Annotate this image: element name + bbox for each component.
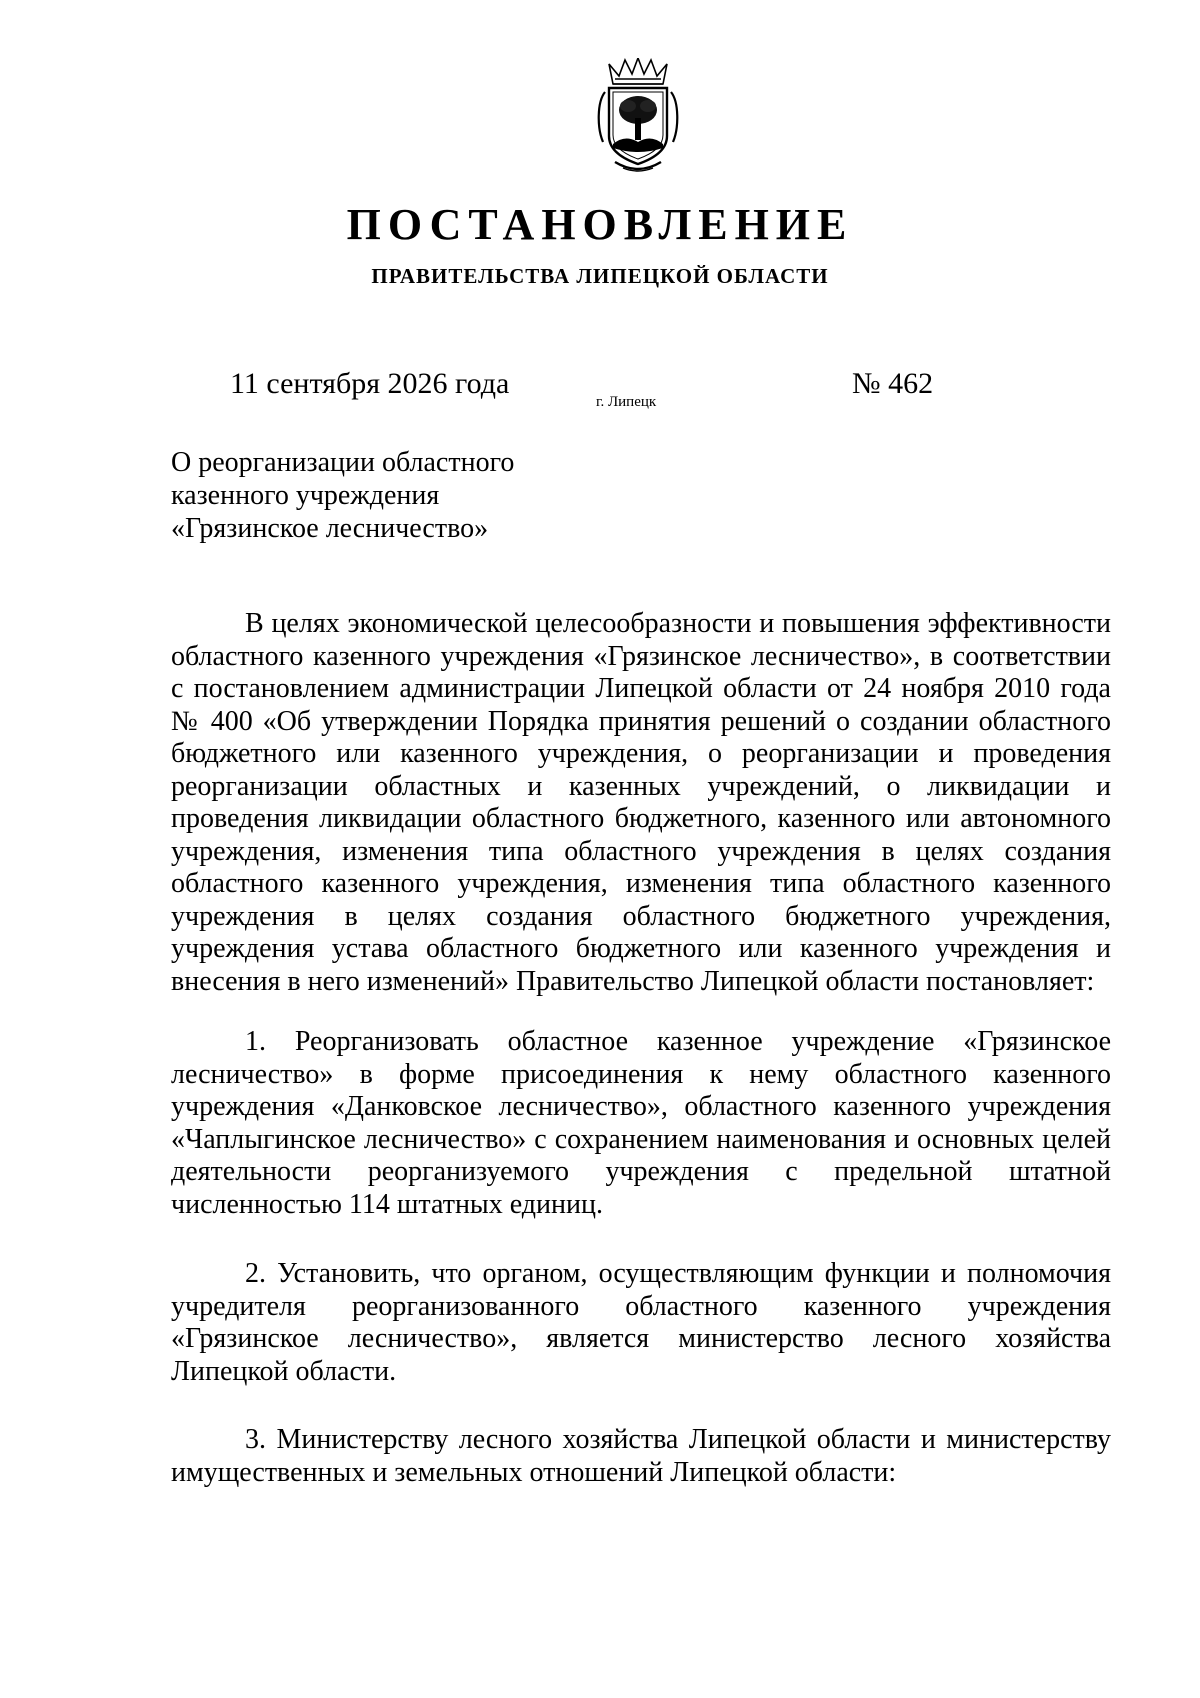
document-number: № 462 <box>852 367 934 400</box>
clause-3-paragraph <box>171 1424 1111 1489</box>
document-city: г. Липецк <box>596 394 657 410</box>
paragraph-line: 2. Установить, что органом, осуществляющим функции и полномочия <box>245 1258 1111 1289</box>
paragraph-line: численностью 114 штатных единиц. <box>171 1188 603 1220</box>
paragraph-line: проведения ликвидации областного бюджетного, казенного или автономного <box>171 803 1111 834</box>
clause-1-paragraph <box>171 1026 1111 1221</box>
document-date: 11 сентября 2026 года <box>230 367 510 400</box>
paragraph-line: Липецкой области. <box>171 1355 397 1387</box>
document-subject <box>171 446 514 545</box>
paragraph-line: лесничество» в форме присоединения к нему областного казенного <box>171 1058 1111 1090</box>
paragraph-line: реорганизации областных и казенных учреждений, о ликвидации и <box>171 770 1111 802</box>
paragraph-line: областного казенного учреждения, изменения типа областного казенного <box>171 868 1111 899</box>
paragraph-line: В целях экономической целесообразности и повышения эффективности <box>245 608 1111 639</box>
paragraph-line: учреждения, изменения типа областного учреждения в целях создания <box>171 835 1111 867</box>
paragraph-line: 3. Министерству лесного хозяйства Липецкой области и министерству <box>245 1424 1111 1455</box>
paragraph-line: учреждения устава областного бюджетного или казенного учреждения и <box>171 933 1111 964</box>
paragraph-line: областного казенного учреждения «Грязинское лесничество», в соответствии <box>171 640 1111 672</box>
paragraph-line: «Грязинское лесничество», является министерство лесного хозяйства <box>171 1323 1111 1354</box>
paragraph-line: № 400 «Об утверждении Порядка принятия решений о создании областного <box>171 705 1111 737</box>
subject-line: «Грязинское лесничество» <box>171 513 489 544</box>
paragraph-line: учреждения в целях создания областного бюджетного учреждения, <box>171 900 1111 932</box>
paragraph-line: деятельности реорганизуемого учреждения с предельной штатной <box>171 1156 1111 1187</box>
document-subtitle: ПРАВИТЕЛЬСТВА ЛИПЕЦКОЙ ОБЛАСТИ <box>371 264 829 288</box>
paragraph-line: учредителя реорганизованного областного казенного учреждения <box>171 1290 1111 1322</box>
subject-line: О реорганизации областного <box>171 447 515 478</box>
paragraph-line: учреждения «Данковское лесничество», областного казенного учреждения <box>171 1091 1111 1122</box>
document-title: ПОСТАНОВЛЕНИЕ <box>346 200 854 249</box>
paragraph-line: внесения в него изменений» Правительство Липецкой области постановляет: <box>171 965 1095 997</box>
paragraph-line: с постановлением администрации Липецкой области от 24 ноября 2010 года <box>171 673 1111 704</box>
paragraph-line: 1. Реорганизовать областное казенное учреждение «Грязинское <box>245 1026 1111 1057</box>
clause-2-paragraph <box>171 1258 1111 1388</box>
paragraph-line: бюджетного или казенного учреждения, о реорганизации и проведения <box>171 738 1111 769</box>
preamble-paragraph <box>171 608 1111 998</box>
subject-line: казенного учреждения <box>171 480 440 511</box>
paragraph-line: имущественных и земельных отношений Липецкой области: <box>171 1456 897 1488</box>
paragraph-line: «Чаплыгинское лесничество» с сохранением наименования и основных целей <box>171 1123 1111 1155</box>
coat-of-arms-emblem <box>595 58 681 176</box>
